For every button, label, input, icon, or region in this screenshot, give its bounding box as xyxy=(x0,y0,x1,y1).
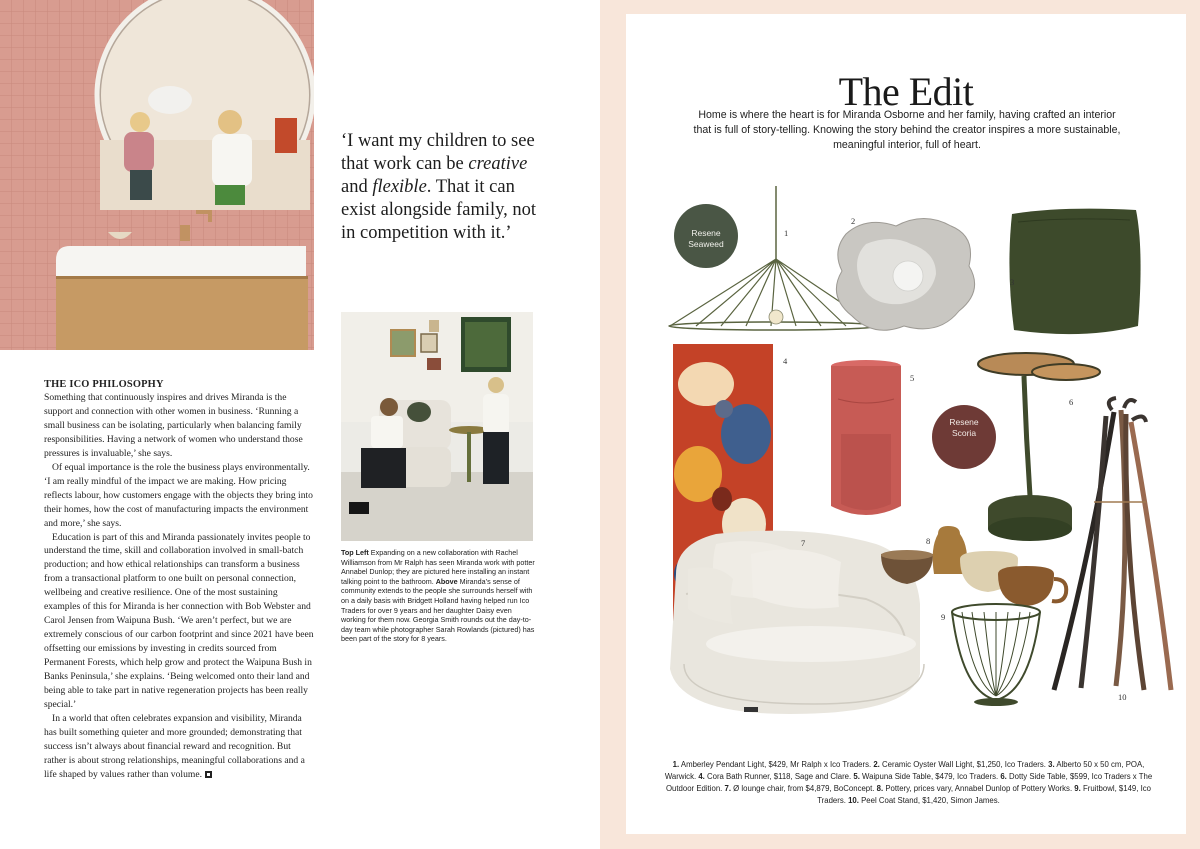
product-number-7: 7 xyxy=(801,538,806,548)
credit-text: Ceramic Oyster Wall Light, $1,250, Ico Traders. xyxy=(879,760,1049,769)
product-collage xyxy=(626,14,1186,834)
red-side-table xyxy=(831,360,901,515)
credit-number: 6. xyxy=(1000,772,1007,781)
intro-text: Home is where the heart is for Miranda Osborne and her family, having crafted an interior that is full of story-telling. Knowing the story behind the creator inspires a more sustainable, meaningful interior, full of heart. xyxy=(693,109,1121,151)
credit-number: 2. xyxy=(873,760,880,769)
pull-quote-part-3: . That it can exist alongside family, not in competition with it.’ xyxy=(341,177,537,243)
swatch-scoria-line2: Scoria xyxy=(951,428,977,438)
credit-text: Cora Bath Runner, $118, Sage and Clare. xyxy=(704,772,854,781)
section-heading: THE ICO PHILOSOPHY xyxy=(44,379,164,390)
caption-text-above: Miranda’s sense of community extends to the people she surrounds herself with on a daily basis with Bridgett Holland having helped run Ico Traders for over 9 years and her daughter Daisy even working for them now. Georgia Smith rounds out the day-to-day team while photographer Sarah Rowlands (pictured) has been part of the story for 8 years. xyxy=(341,576,535,644)
caption-text-top-left: Expanding on a new collaboration with Rachel Williamson from Mr Ralph has seen Miranda work with potter Annabel Dunlop; they are pictured here installing an instant talking point to the bathroom. xyxy=(341,548,535,586)
product-number-4: 4 xyxy=(783,356,788,366)
product-number-10: 10 xyxy=(1118,692,1127,702)
article-body xyxy=(44,378,314,782)
credit-number: 9. xyxy=(1074,784,1081,793)
living-room-photo xyxy=(341,312,533,541)
pull-quote-part-2: and xyxy=(341,177,373,197)
caption-label-top-left: Top Left xyxy=(341,548,369,557)
pull-quote-part-1: ‘I want my children to see that work can be xyxy=(341,131,535,174)
pull-quote xyxy=(341,130,541,245)
article-paragraph: Education is part of this and Miranda passionately invites people to understand the time, skill and collaboration involved in small-batch production; and how ethical relationships can transform a business from a transactional platform to one built on personal connection, wellbeing and creative resilience. One of the most sustaining examples of this for Miranda is her connection with Bob Webster and Carol Jensen from Waipuna Bush. ‘We aren’t perfect, but we are extremely conscious of our carbon footprint and since 2021 have been offsetting our emissions by investing in credits sourced from Permanent Forests, which help grow and protect the Waipuna Bush in Banks Peninsula,’ she explains. ‘Being welcomed onto their land and being able to take part in native regeneration projects has been really special.’ xyxy=(44,531,314,710)
article-paragraph: In a world that often celebrates expansion and visibility, Miranda has built something quieter and more grounded; demonstrating that success isn’t always about financial reward and recognition. But rather is about strong relationships, meaningful collaborations and a life shaped by values rather than volume. xyxy=(44,712,305,780)
bathroom-photo xyxy=(0,0,314,350)
pull-quote-emphasis-2: flexible xyxy=(372,177,427,197)
swatch-scoria xyxy=(932,405,996,469)
dotty-side-table xyxy=(978,353,1100,541)
credit-number: 5. xyxy=(853,772,860,781)
credit-text: Alberto 50 x 50 cm, POA, Warwick. xyxy=(664,760,1145,781)
article-paragraph: Of equal importance is the role the business plays environmentally. ‘I am really mindful of the impact we are making. How pricing reflects labour, how customers engage with the objects they bring into their homes, how the cost of manufacturing impacts the environment and more,’ she says. xyxy=(44,461,313,529)
coat-stand xyxy=(1054,398,1171,690)
credit-text: Fruitbowl, $149, Ico Traders. xyxy=(817,784,1152,805)
credit-number: 4. xyxy=(698,772,705,781)
product-number-3: 3 xyxy=(1010,277,1015,287)
product-number-8: 8 xyxy=(926,536,931,546)
photo-caption xyxy=(341,548,537,644)
article-paragraph: Something that continuously inspires and drives Miranda is the support and connection with other women in business. ‘Running a small business can be isolating, particularly when balancing family responsibilities. Having a network of women who understand those pressures is invaluable,’ she says. xyxy=(44,392,303,459)
cushion xyxy=(1009,209,1140,334)
product-number-1: 1 xyxy=(784,228,789,238)
credit-text: Waipuna Side Table, $479, Ico Traders. xyxy=(859,772,1001,781)
credit-text: Peel Coat Stand, $1,420, Simon James. xyxy=(858,796,1000,805)
credit-text: Dotty Side Table, $599, Ico Traders x The Outdoor Edition. xyxy=(665,772,1153,793)
page-title: The Edit xyxy=(838,69,974,114)
credit-number: 3. xyxy=(1048,760,1055,769)
caption-label-above: Above xyxy=(435,576,458,586)
credit-text: Ø lounge chair, from $4,879, BoConcept. xyxy=(731,784,877,793)
credit-number: 10. xyxy=(848,796,859,805)
edit-panel xyxy=(626,14,1186,834)
swatch-scoria-line1: Resene xyxy=(949,417,979,427)
credit-number: 7. xyxy=(724,784,732,793)
credit-text: Pottery, prices vary, Annabel Dunlop of Pottery Works. xyxy=(883,784,1075,793)
swatch-seaweed xyxy=(674,204,738,268)
oyster-wall-light xyxy=(836,219,974,331)
fruitbowl xyxy=(952,604,1040,706)
swatch-seaweed-line1: Resene xyxy=(691,228,721,238)
product-credits xyxy=(656,759,1161,807)
product-number-5: 5 xyxy=(910,373,915,383)
right-page xyxy=(600,0,1200,849)
end-mark-icon xyxy=(205,771,212,778)
living-room-illustration xyxy=(341,312,533,541)
bathroom-illustration xyxy=(0,0,314,350)
credit-text: Amberley Pendant Light, $429, Mr Ralph x Ico Traders. xyxy=(679,760,874,769)
credit-number: 1. xyxy=(672,760,680,769)
product-number-9: 9 xyxy=(941,612,946,622)
swatch-seaweed-line2: Seaweed xyxy=(688,239,724,249)
product-number-6: 6 xyxy=(1069,397,1074,407)
product-number-2: 2 xyxy=(851,216,856,226)
pull-quote-emphasis-1: creative xyxy=(468,154,528,174)
credit-number: 8. xyxy=(876,784,884,793)
